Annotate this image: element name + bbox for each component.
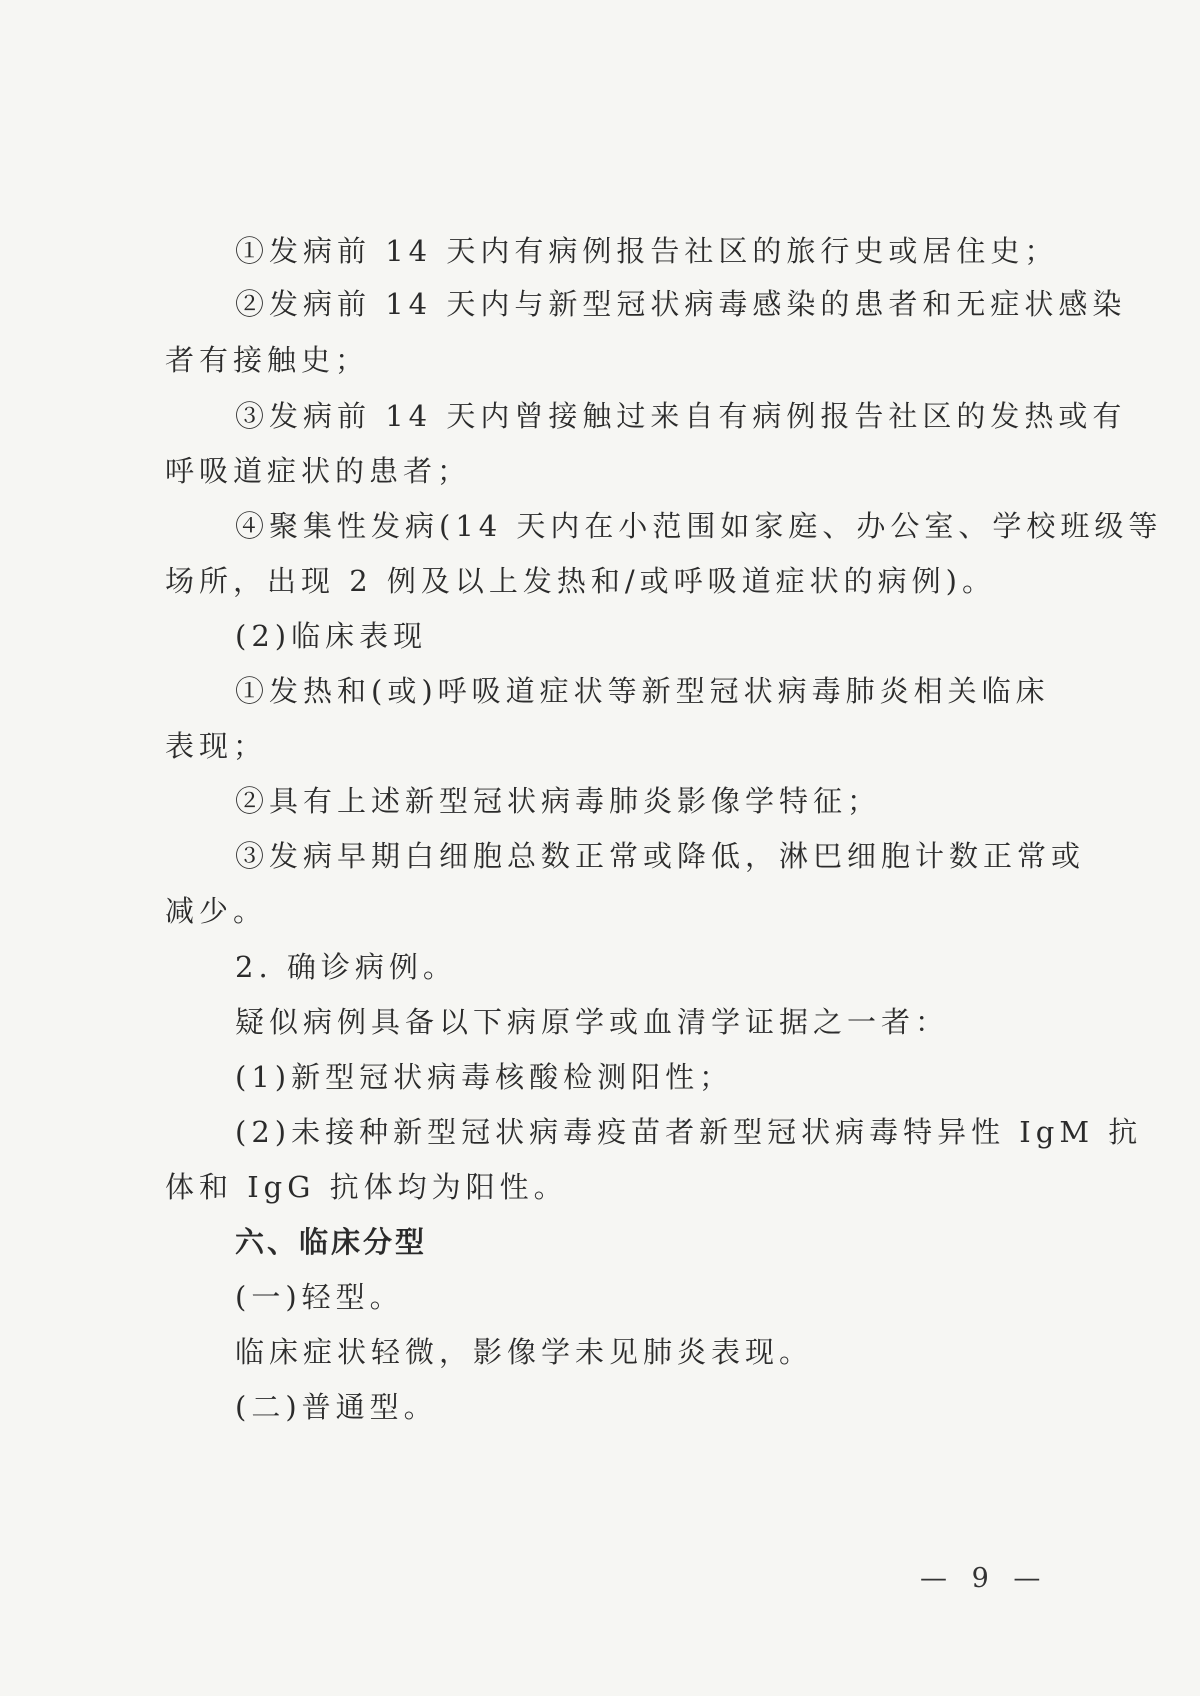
subheading: (一)轻型。 (235, 1280, 404, 1314)
text-line: 体和 IgG 抗体均为阳性。 (165, 1170, 568, 1204)
text-line: ①发病前 14 天内有病例报告社区的旅行史或居住史； (235, 234, 1059, 268)
text-line: ②发病前 14 天内与新型冠状病毒感染的患者和无症状感染 (235, 287, 1127, 321)
text-line: 呼吸道症状的患者； (165, 454, 472, 488)
text-line: 减少。 (165, 894, 268, 928)
text-line: ①发热和(或)呼吸道症状等新型冠状病毒肺炎相关临床 (235, 674, 1050, 708)
text-line: ③发病前 14 天内曾接触过来自有病例报告社区的发热或有 (235, 399, 1127, 433)
text-line: ④聚集性发病(14 天内在小范围如家庭、办公室、学校班级等 (235, 509, 1163, 543)
text-line: (1)新型冠状病毒核酸检测阳性； (235, 1060, 734, 1094)
text-line: 者有接触史； (165, 343, 370, 377)
text-line: (2)未接种新型冠状病毒疫苗者新型冠状病毒特异性 IgM 抗 (235, 1115, 1143, 1149)
text-line: 场所，出现 2 例及以上发热和/或呼吸道症状的病例)。 (165, 564, 996, 598)
subheading: (2)临床表现 (235, 619, 428, 653)
text-line: 疑似病例具备以下病原学或血清学证据之一者： (235, 1005, 950, 1039)
subheading: (二)普通型。 (235, 1390, 438, 1424)
text-line: 表现； (165, 729, 268, 763)
text-line: 临床症状轻微，影像学未见肺炎表现。 (235, 1335, 814, 1369)
page-number: — 9 — (920, 1563, 1049, 1594)
text-line: ③发病早期白细胞总数正常或降低，淋巴细胞计数正常或 (235, 839, 1086, 873)
subheading: 2. 确诊病例。 (235, 950, 457, 984)
section-heading: 六、临床分型 (235, 1225, 428, 1259)
text-line: ②具有上述新型冠状病毒肺炎影像学特征； (235, 784, 882, 818)
